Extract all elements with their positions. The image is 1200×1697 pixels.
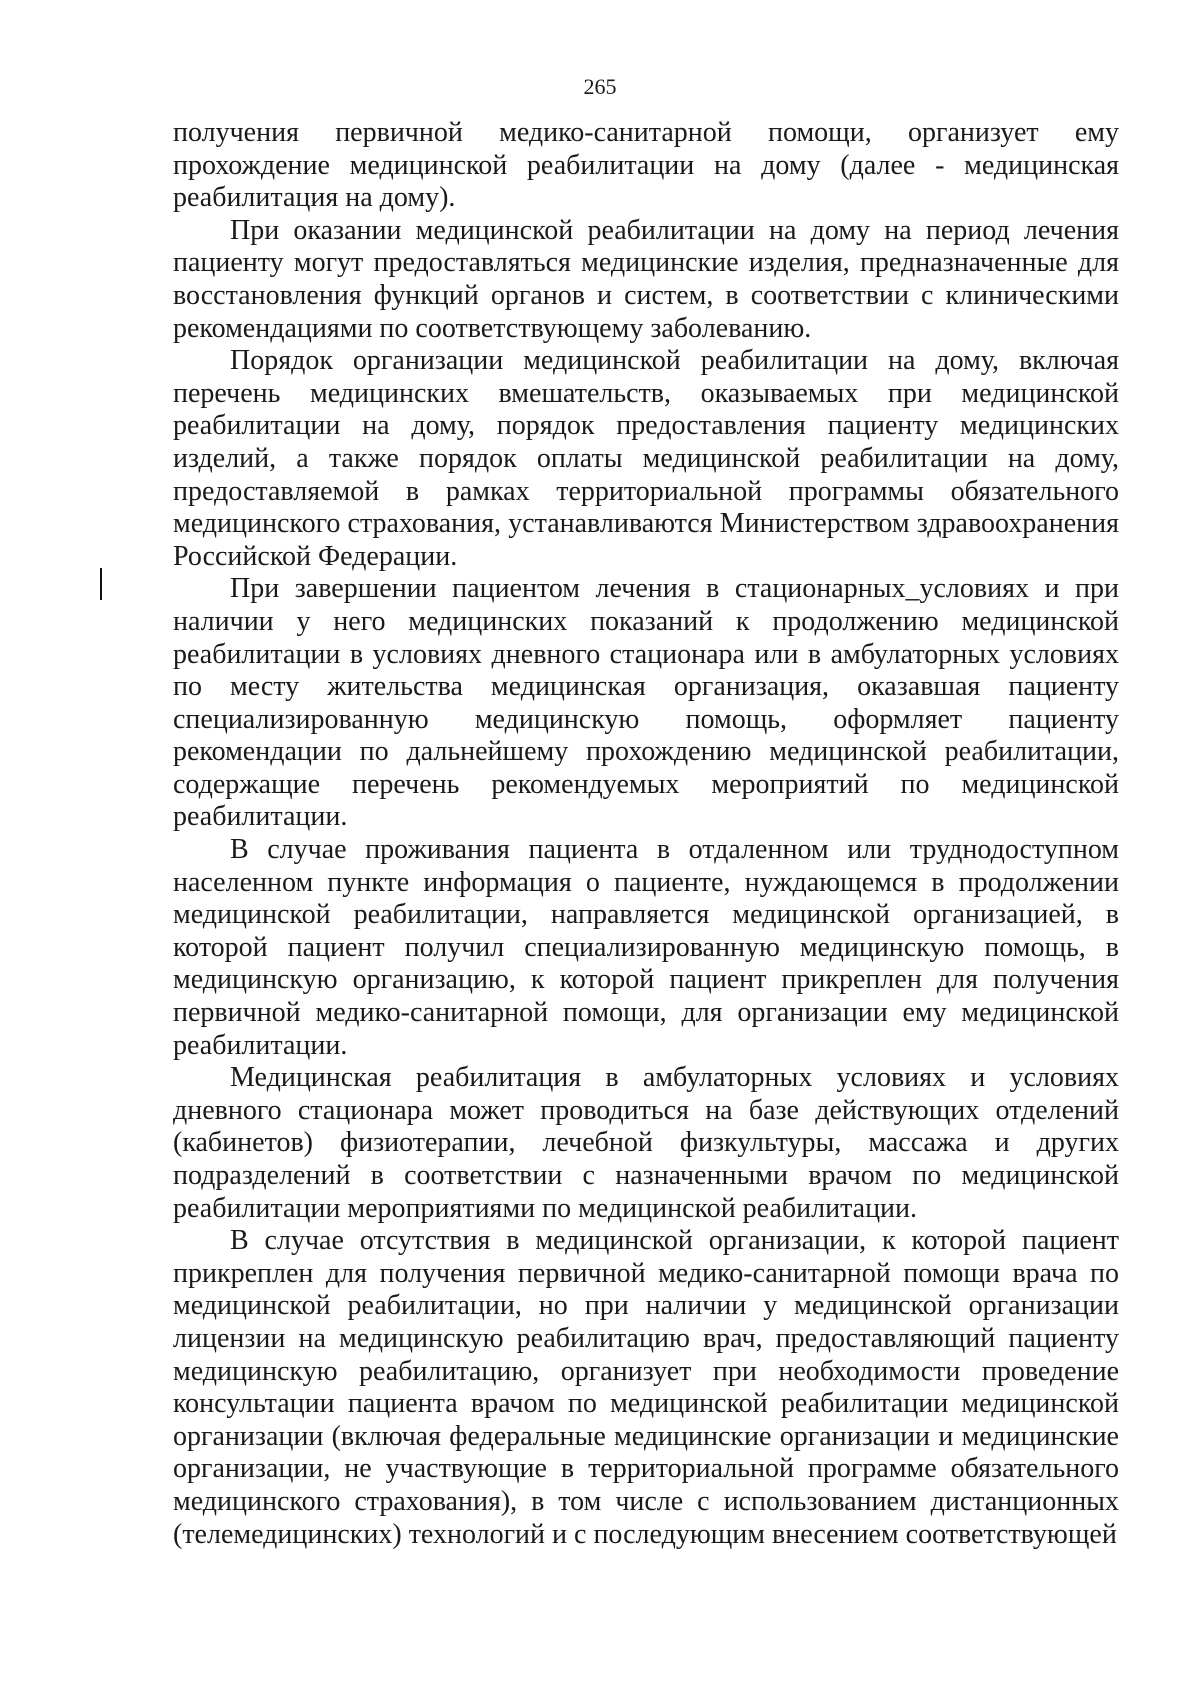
paragraph: Медицинская реабилитация в амбулаторных условиях и условиях дневного стационара может проводиться на базе действующих отделений (кабинетов) физиотерапии, лечебной физкультуры, массажа и других подразделений в соответствии с назначенными врачом по медицинской реабилитации мероприятиями по медицинской реабилитации. [173,1062,1119,1224]
paragraph: При оказании медицинской реабилитации на дому на период лечения пациенту могут предоставляться медицинские изделия, предназначенные для восстановления функций органов и систем, в соответствии с клиническими рекомендациями по соответствующему заболеванию. [173,214,1119,344]
paragraph: При завершении пациентом лечения в стационарных_условиях и при наличии у него медицинских показаний к продолжению медицинской реабилитации в условиях дневного стационара или в амбулаторных условиях по месту жительства медицинская организация, оказавшая пациенту специализированную медицинскую помощь, оформляет пациенту рекомендации по дальнейшему прохождению медицинской реабилитации, содержащие перечень рекомендуемых мероприятий по медицинской реабилитации. [173,573,1119,833]
page-number: 265 [583,74,617,99]
document-body [173,117,1119,1551]
paragraph: Порядок организации медицинской реабилитации на дому, включая перечень медицинских вмешательств, оказываемых при медицинской реабилитации на дому, порядок предоставления пациенту медицинских изделий, а также порядок оплаты медицинской реабилитации на дому, предоставляемой в рамках территориальной программы обязательного медицинского страхования, устанавливаются Министерством здравоохранения Российской Федерации. [173,345,1119,572]
paragraph: получения первичной медико-санитарной помощи, организует ему прохождение медицинской реабилитации на дому (далее - медицинская реабилитация на дому). [173,117,1119,214]
paragraph: В случае проживания пациента в отдаленном или труднодоступном населенном пункте информация о пациенте, нуждающемся в продолжении медицинской реабилитации, направляется медицинской организацией, в которой пациент получил специализированную медицинскую помощь, в медицинскую организацию, к которой пациент прикреплен для получения первичной медико-санитарной помощи, для организации ему медицинской реабилитации. [173,834,1119,1061]
change-bar [100,568,102,600]
paragraph: В случае отсутствия в медицинской организации, к которой пациент прикреплен для получения первичной медико-санитарной помощи врача по медицинской реабилитации, но при наличии у медицинской организации лицензии на медицинскую реабилитацию врач, предоставляющий пациенту медицинскую реабилитацию, организует при необходимости проведение консультации пациента врачом по медицинской реабилитации медицинской организации (включая федеральные медицинские организации и медицинские организации, не участвующие в территориальной программе обязательного медицинского страхования), в том числе с использованием дистанционных (телемедицинских) технологий и с последующим внесением соответствующей [173,1225,1119,1550]
